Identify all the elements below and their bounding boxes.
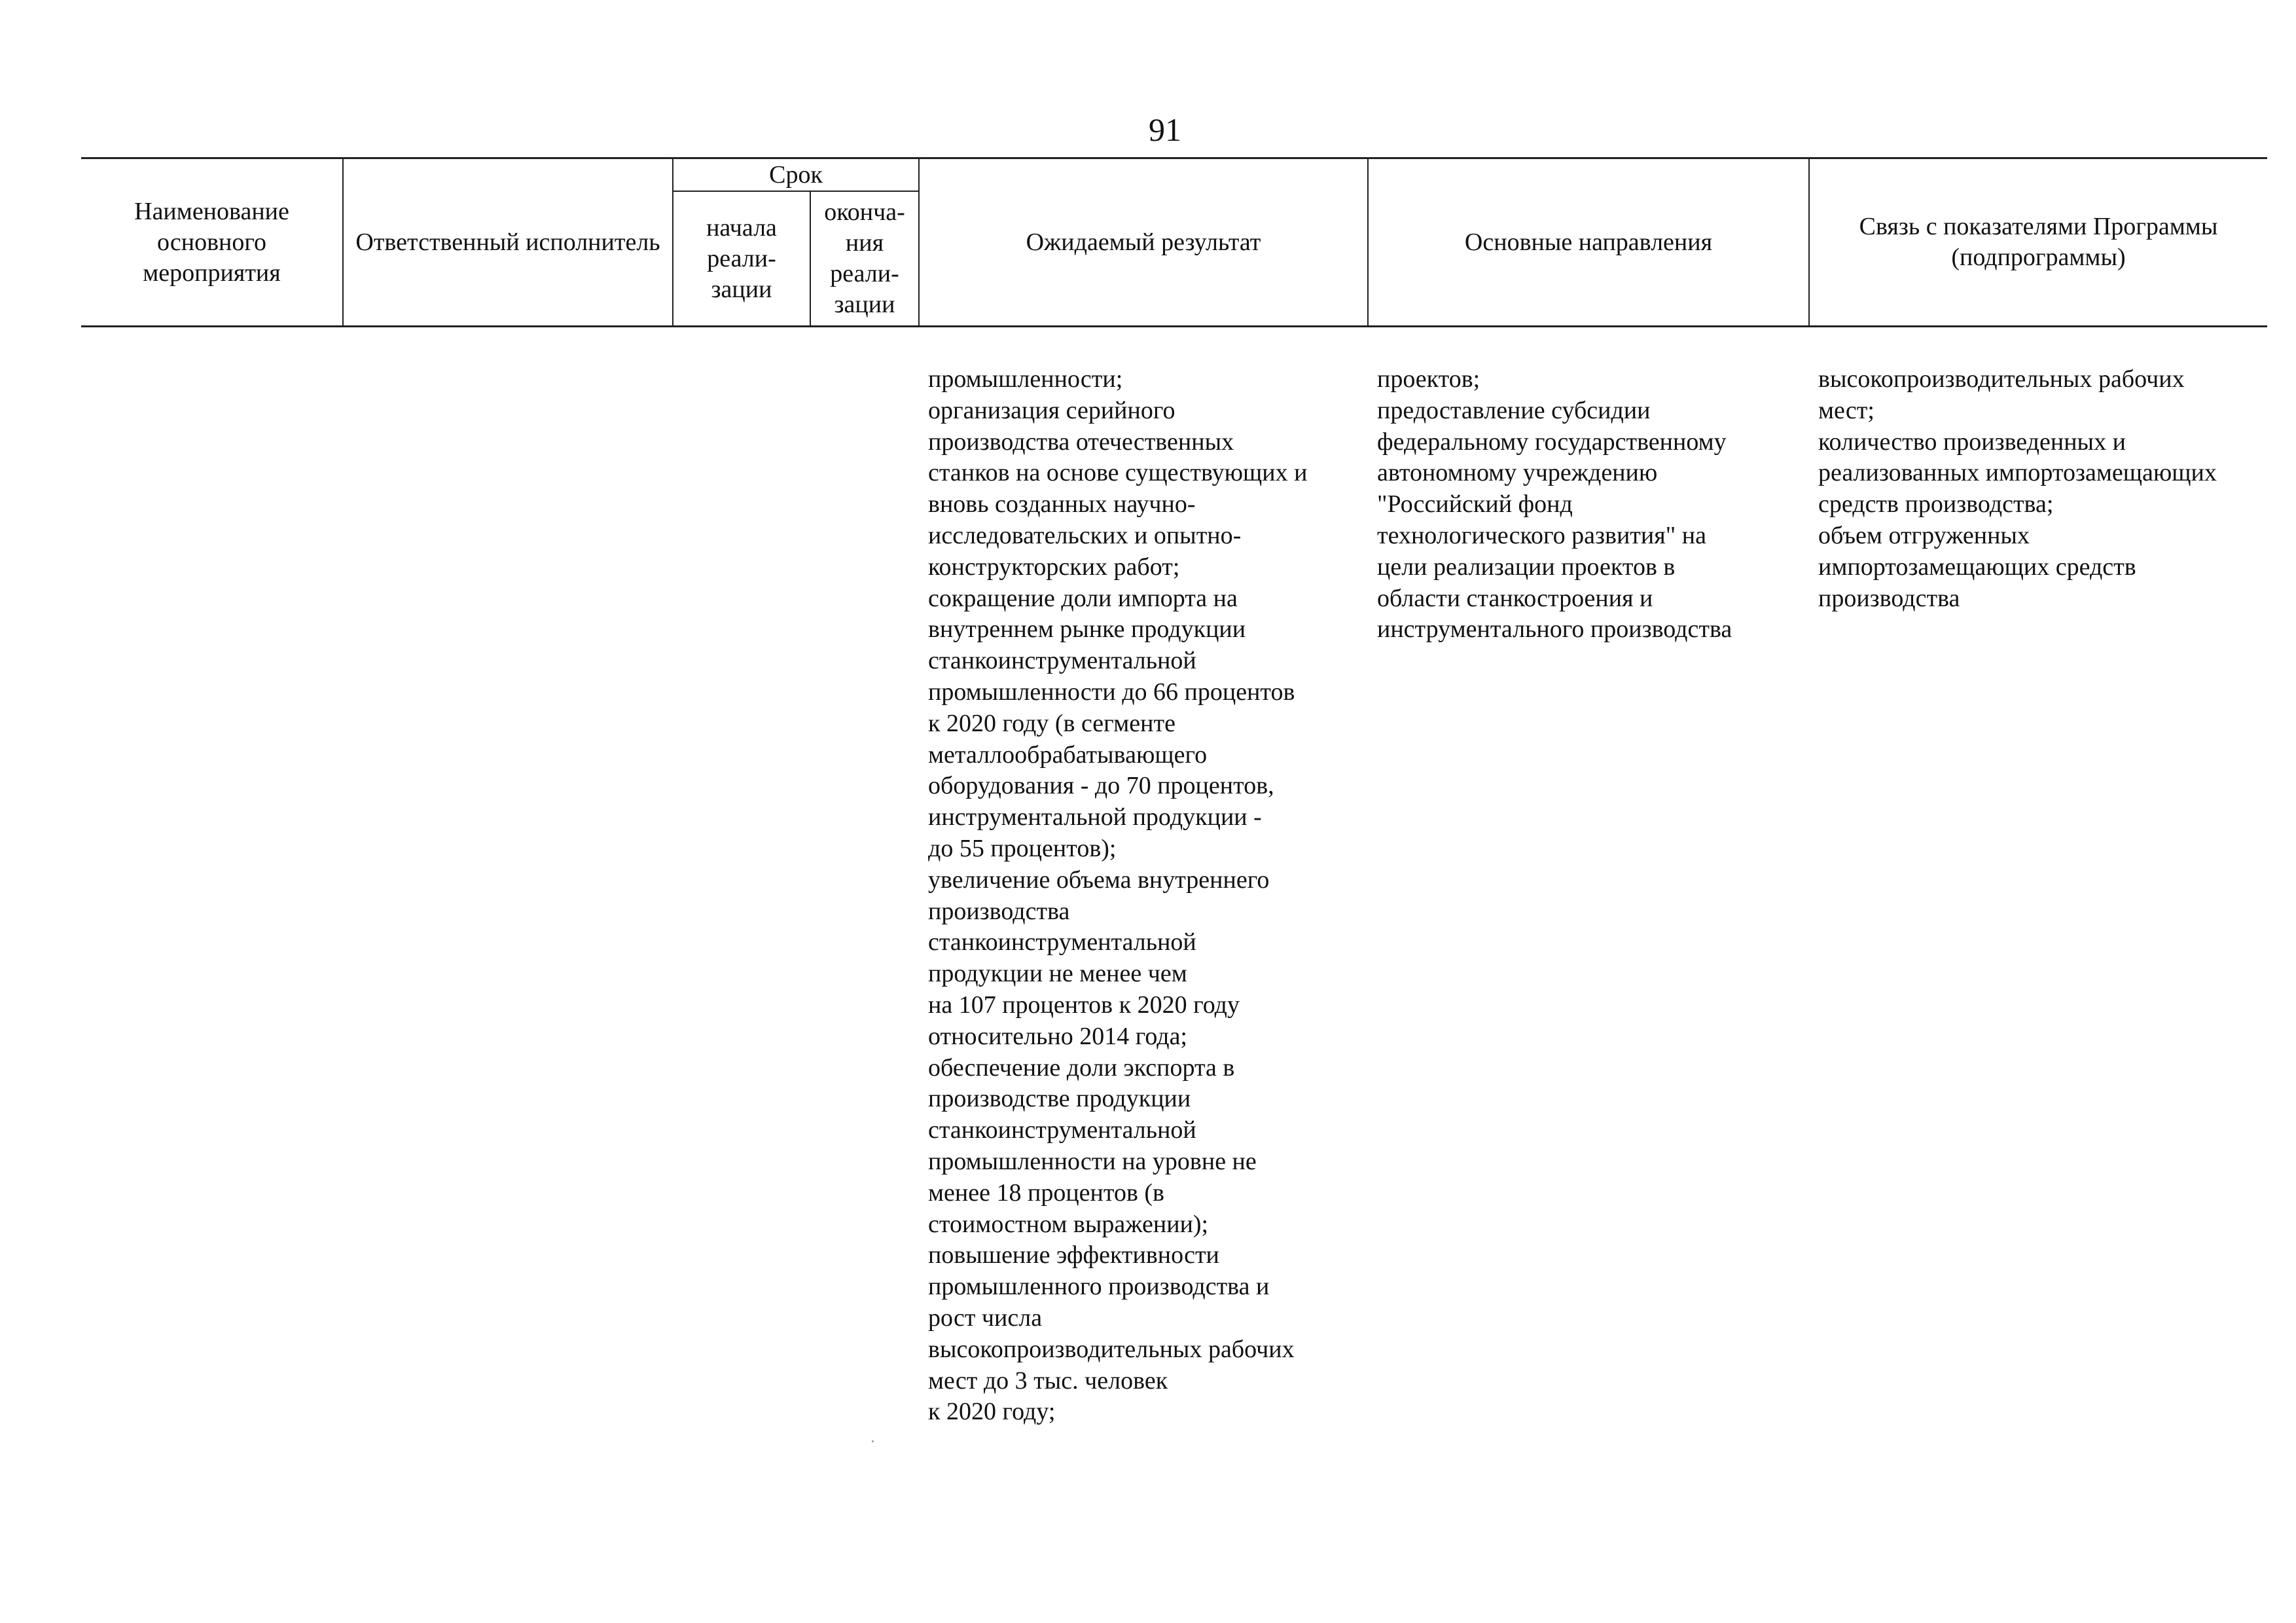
cell-main-directions: проектов; предоставление субсидии федеральному государственному автономному учреждению "Российский фонд технологического развития" на цели реализации проектов в области станкостроения и инструментального производства (1377, 365, 1732, 644)
header-responsible-executor: Ответственный исполнитель (343, 158, 673, 327)
cell-executor (343, 327, 673, 1429)
header-term-end: оконча- ния реали- зации (810, 191, 919, 327)
page-number: 91 (1149, 111, 1181, 148)
header-measure-name: Наименование основного мероприятия (81, 158, 343, 327)
table-header-row (81, 158, 2267, 192)
header-term-start: начала реали- зации (673, 191, 810, 327)
header-program-indicators-link: Связь с показателями Программы (подпрограммы) (1809, 158, 2267, 327)
header-term: Срок (673, 158, 919, 192)
cell-program-indicators-link: высокопроизводительных рабочих мест; количество произведенных и реализованных импортозамещающих средств производства; объем отгруженных импортозамещающих средств производства (1818, 365, 2217, 612)
cell-expected-result: промышленности; организация серийного производства отечественных станков на основе существующих и вновь созданных научно- исследовательских и опытно- конструкторских работ; сокращение доли импорта на внутреннем рынке продукции станкоинструментальной промышленности до 66 процентов к 2020 году (в сегменте металлообрабатывающего оборудования - до 70 процентов, инструментальной продукции - до 55 процентов); увеличение объема внутреннего производства станкоинструментальной продукции не менее чем на 107 процентов к 2020 году относительно 2014 года; обеспечение доли экспорта в производстве продукции станкоинструментальной промышленности на уровне не менее 18 процентов (в стоимостном выражении); повышение эффективности промышленного производства и рост числа высокопроизводительных рабочих мест до 3 тыс. человек к 2020 году; (928, 365, 1308, 1426)
measures-table (81, 157, 2267, 1428)
header-expected-result: Ожидаемый результат (919, 158, 1368, 327)
cell-measure-name (81, 327, 343, 1429)
table-row (81, 327, 2267, 1429)
cell-term-end (810, 327, 919, 1429)
header-main-directions: Основные направления (1368, 158, 1809, 327)
cell-term-start (673, 327, 810, 1429)
scan-speck (872, 1440, 874, 1442)
